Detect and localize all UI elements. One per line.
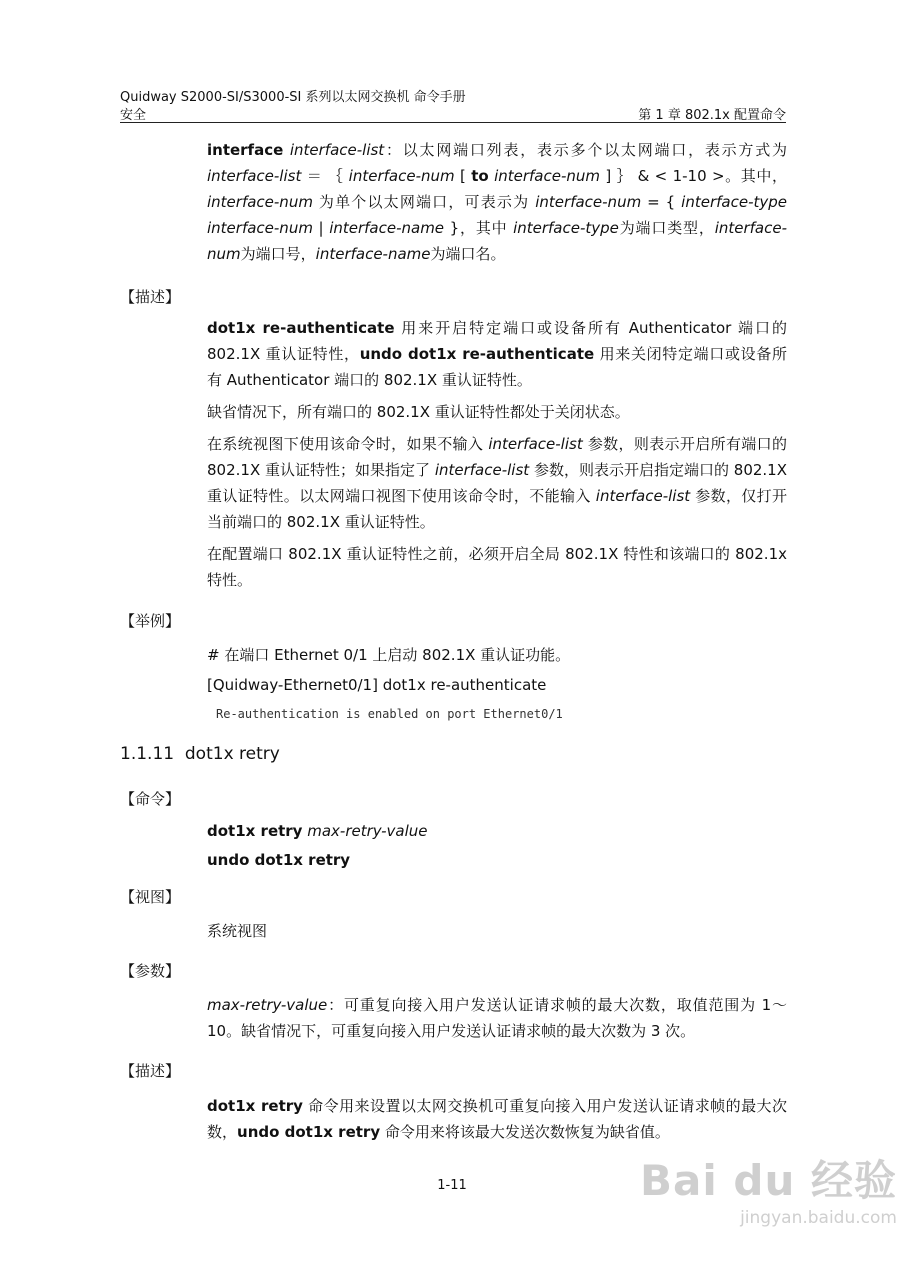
example-comment: # 在端口 Ethernet 0/1 上启动 802.1X 重认证功能。 (207, 646, 571, 664)
page-number: 1-11 (437, 1178, 467, 1193)
header-title: Quidway S2000-SI/S3000-SI 系列以太网交换机 命令手册 (120, 90, 466, 105)
example-output: Re-authentication is enabled on port Ethernet0/1 (216, 707, 563, 721)
section-label-example: 【举例】 (120, 612, 181, 630)
section-label-view: 【视图】 (120, 888, 181, 906)
section-label-command: 【命令】 (120, 790, 181, 808)
description-prerequisite: 在配置端口 802.1X 重认证特性之前，必须开启全局 802.1X 特性和该端口的 802.1x 特性。 (207, 545, 787, 589)
parameter-description: max-retry-value：可重复向接入用户发送认证请求帧的最大次数，取值范围为 1～10。缺省情况下，可重复向接入用户发送认证请求帧的最大次数为 3 次。 (207, 996, 787, 1040)
header-divider (120, 122, 786, 123)
description-default: 缺省情况下，所有端口的 802.1X 重认证特性都处于关闭状态。 (207, 403, 630, 421)
watermark-url: jingyan.baidu.com (740, 1208, 897, 1228)
view-text: 系统视图 (207, 922, 268, 940)
header-section: 安全 (120, 108, 147, 123)
watermark (640, 1148, 897, 1228)
header-chapter: 第 1 章 802.1x 配置命令 (638, 108, 786, 123)
section-label-description-2: 【描述】 (120, 1062, 181, 1080)
description-paragraph: dot1x re-authenticate 用来开启特定端口或设备所有 Authenticator 端口的 802.1X 重认证特性，undo dot1x re-authenticate 用来关闭特定端口或设备所有 Authenticator 端口的 802.1X 重认证特性。 (207, 319, 787, 389)
description-retry: dot1x retry 命令用来设置以太网交换机可重复向接入用户发送认证请求帧的最大次数，undo dot1x retry 命令用来将该最大发送次数恢复为缺省值。 (207, 1097, 787, 1141)
command-syntax: dot1x retry max-retry-value (207, 822, 428, 840)
param-interface-list: interface interface-list：以太网端口列表，表示多个以太网端口，表示方式为interface-list ＝ ｛ interface-num [ to interface-num ] ｝ & < 1-10 >。其中，interface-num 为单个以太网端口，可表示为 interface-num = { interface-type interface-num | interface-name }，其中 interface-type为端口类型，interface-num为端口号，interface-name为端口名。 (207, 141, 787, 263)
command-undo-syntax: undo dot1x retry (207, 851, 351, 869)
watermark-logo: Bai du 经验 (640, 1156, 897, 1205)
description-usage: 在系统视图下使用该命令时，如果不输入 interface-list 参数，则表示开启所有端口的 802.1X 重认证特性；如果指定了 interface-list 参数，则表示开启指定端口的 802.1X 重认证特性。以太网端口视图下使用该命令时，不能输入 interface-list 参数，仅打开当前端口的 802.1X 重认证特性。 (207, 435, 787, 531)
section-label-description: 【描述】 (120, 288, 181, 306)
example-command: [Quidway-Ethernet0/1] dot1x re-authenticate (207, 676, 547, 694)
section-label-parameters: 【参数】 (120, 962, 181, 980)
section-heading: 1.1.11 dot1x retry (120, 744, 280, 764)
